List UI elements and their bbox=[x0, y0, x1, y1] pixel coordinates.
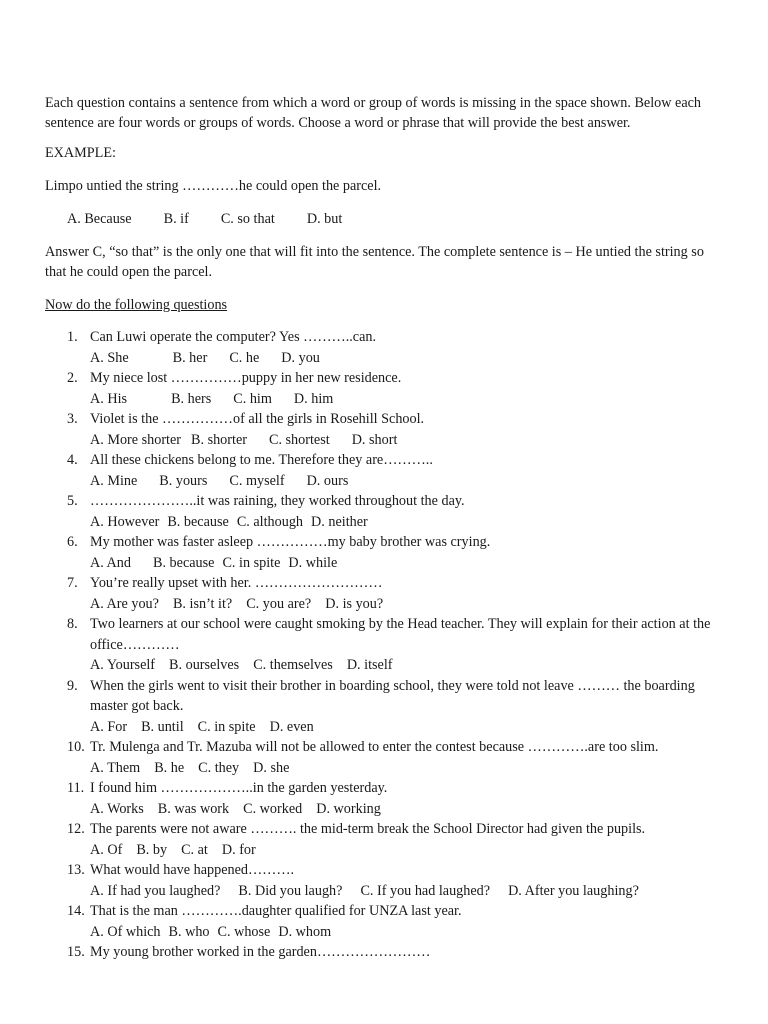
answer-option: D. itself bbox=[346, 657, 393, 673]
answer-option: B. shorter bbox=[191, 431, 247, 448]
answer-option: A. For bbox=[90, 718, 128, 735]
answer-options bbox=[90, 922, 725, 943]
answer-option: A. She bbox=[90, 349, 129, 366]
answer-option: C. him bbox=[233, 390, 272, 407]
answer-option: B. by bbox=[136, 841, 168, 858]
question-text: When the girls went to visit their brother in boarding school, they were told not leave ……… the boarding master got back. bbox=[90, 677, 695, 714]
answer-option: A. Works bbox=[90, 800, 144, 817]
answer-options bbox=[90, 799, 725, 820]
question-number: 9. bbox=[67, 677, 78, 694]
answer-option: C. whose bbox=[217, 923, 271, 940]
question-item bbox=[45, 491, 725, 532]
answer-options bbox=[90, 758, 725, 779]
question-text: What would have happened………. bbox=[90, 862, 295, 878]
question-number: 1. bbox=[67, 329, 78, 345]
answer-option: D. is you? bbox=[325, 595, 384, 612]
answer-option: A. Are you? bbox=[90, 595, 159, 612]
answer-option: C. themselves bbox=[253, 657, 333, 673]
question-text: Violet is the ……………of all the girls in Rosehill School. bbox=[90, 411, 425, 427]
answer-options bbox=[90, 553, 725, 574]
answer-option: B. because bbox=[167, 513, 229, 530]
question-item bbox=[45, 614, 725, 676]
example-option-a: A. Because bbox=[67, 211, 132, 227]
answer-option: B. hers bbox=[171, 390, 212, 407]
answer-option: D. him bbox=[293, 390, 334, 407]
question-text: I found him ………………..in the garden yesterday. bbox=[90, 780, 388, 796]
answer-option: A. If had you laughed? bbox=[90, 882, 221, 899]
example-option-c: C. so that bbox=[220, 211, 275, 227]
question-number: 15. bbox=[67, 944, 85, 960]
question-text: …………………..it was raining, they worked throughout the day. bbox=[90, 493, 465, 509]
question-text: My young brother worked in the garden…………………… bbox=[90, 944, 431, 960]
answer-options bbox=[90, 881, 725, 902]
question-item bbox=[45, 532, 725, 573]
question-item bbox=[45, 901, 725, 942]
answer-option: B. until bbox=[141, 718, 184, 735]
answer-option: C. you are? bbox=[246, 595, 312, 612]
answer-option: B. because bbox=[153, 554, 215, 571]
answer-option: D. ours bbox=[306, 472, 349, 489]
answer-option: B. who bbox=[168, 923, 210, 940]
answer-option: A. Yourself bbox=[90, 657, 156, 673]
answer-option: A. However bbox=[90, 513, 160, 530]
instructions-paragraph: Each question contains a sentence from which a word or group of words is missing in the space shown. Below each sentence are four words or groups of words. Choose a word or phrase that will provide the best answer. bbox=[45, 95, 702, 131]
example-options bbox=[67, 209, 725, 229]
answer-option: B. Did you laugh? bbox=[238, 882, 343, 899]
answer-option: D. even bbox=[269, 718, 314, 735]
question-number: 3. bbox=[67, 411, 78, 427]
answer-option: C. they bbox=[198, 759, 240, 776]
answer-option: C. in spite bbox=[222, 554, 281, 571]
question-item bbox=[45, 860, 725, 901]
answer-options bbox=[90, 389, 725, 410]
answer-options bbox=[90, 717, 725, 738]
example-answer: Answer C, “so that” is the only one that will fit into the sentence. The complete sentence is – He untied the string so that he could open the parcel. bbox=[45, 244, 704, 280]
question-number: 2. bbox=[67, 370, 78, 386]
question-item bbox=[45, 327, 725, 368]
question-list bbox=[45, 327, 725, 963]
answer-option: A. His bbox=[90, 390, 128, 407]
question-text: All these chickens belong to me. Therefore they are……….. bbox=[90, 452, 433, 468]
question-text: That is the man ………….daughter qualified for UNZA last year. bbox=[90, 903, 462, 919]
answer-option: A. Of bbox=[90, 841, 123, 858]
question-item bbox=[45, 942, 725, 963]
question-item bbox=[45, 409, 725, 450]
answer-option: C. although bbox=[236, 513, 304, 530]
answer-option: C. he bbox=[229, 349, 260, 366]
example-option-d: D. but bbox=[306, 211, 343, 227]
question-number: 6. bbox=[67, 534, 78, 550]
question-number: 10. bbox=[67, 739, 85, 755]
question-text: Tr. Mulenga and Tr. Mazuba will not be allowed to enter the contest because ………….are too slim. bbox=[90, 739, 659, 755]
question-text: You’re really upset with her. ……………………… bbox=[90, 575, 383, 591]
question-item bbox=[45, 737, 725, 778]
answer-option: D. she bbox=[253, 759, 290, 776]
question-number: 13. bbox=[67, 862, 85, 878]
answer-options bbox=[90, 840, 725, 861]
question-item bbox=[45, 819, 725, 860]
answer-options bbox=[90, 594, 725, 615]
answer-option: C. worked bbox=[243, 800, 303, 817]
answer-options bbox=[90, 512, 725, 533]
question-text: Two learners at our school were caught smoking by the Head teacher. They will explain for their action at the office………… bbox=[90, 616, 711, 653]
answer-option: C. shortest bbox=[268, 431, 330, 448]
answer-option: D. you bbox=[281, 349, 320, 366]
answer-option: C. If you had laughed? bbox=[360, 882, 491, 899]
question-item bbox=[45, 573, 725, 614]
answer-option: B. ourselves bbox=[169, 657, 240, 673]
question-number: 4. bbox=[67, 452, 78, 468]
question-item bbox=[45, 778, 725, 819]
answer-option: D. whom bbox=[278, 923, 332, 940]
answer-option: C. in spite bbox=[197, 718, 256, 735]
question-number: 14. bbox=[67, 903, 85, 919]
answer-option: A. And bbox=[90, 554, 131, 571]
question-number: 7. bbox=[67, 575, 78, 591]
answer-option: C. myself bbox=[229, 472, 285, 489]
answer-option: D. neither bbox=[311, 513, 368, 530]
answer-options bbox=[90, 430, 725, 451]
answer-option: B. isn’t it? bbox=[172, 595, 233, 612]
answer-option: D. After you laughing? bbox=[508, 882, 639, 899]
answer-option: A. Mine bbox=[90, 472, 138, 489]
answer-option: D. short bbox=[351, 431, 398, 448]
answer-option: C. at bbox=[181, 841, 208, 858]
question-text: My mother was faster asleep ……………my baby brother was crying. bbox=[90, 534, 491, 550]
example-sentence: Limpo untied the string …………he could open the parcel. bbox=[45, 178, 382, 194]
answer-option: B. was work bbox=[157, 800, 230, 817]
answer-option: B. yours bbox=[159, 472, 208, 489]
answer-options bbox=[90, 471, 725, 492]
question-item bbox=[45, 676, 725, 738]
example-option-b: B. if bbox=[163, 211, 189, 227]
example-label: EXAMPLE: bbox=[45, 145, 116, 161]
answer-option: A. More shorter bbox=[90, 431, 182, 448]
question-number: 12. bbox=[67, 821, 85, 837]
answer-option: D. working bbox=[316, 800, 381, 817]
answer-option: D. for bbox=[221, 841, 256, 858]
document-page bbox=[45, 93, 725, 963]
answer-option: B. her bbox=[172, 349, 208, 366]
question-number: 5. bbox=[67, 493, 78, 509]
question-item bbox=[45, 368, 725, 409]
question-item bbox=[45, 450, 725, 491]
question-number: 8. bbox=[67, 616, 78, 632]
question-text: My niece lost ……………puppy in her new residence. bbox=[90, 370, 402, 386]
question-text: Can Luwi operate the computer? Yes ………..can. bbox=[90, 329, 377, 345]
answer-options bbox=[90, 348, 725, 369]
question-text: The parents were not aware ………. the mid-term break the School Director had given the pupils. bbox=[90, 821, 646, 837]
answer-options bbox=[90, 655, 725, 676]
answer-option: D. while bbox=[288, 554, 338, 571]
section-heading: Now do the following questions bbox=[45, 297, 228, 313]
answer-option: A. Them bbox=[90, 759, 141, 776]
question-number: 11. bbox=[67, 780, 85, 796]
answer-option: B. he bbox=[154, 759, 185, 776]
answer-option: A. Of which bbox=[90, 923, 161, 940]
